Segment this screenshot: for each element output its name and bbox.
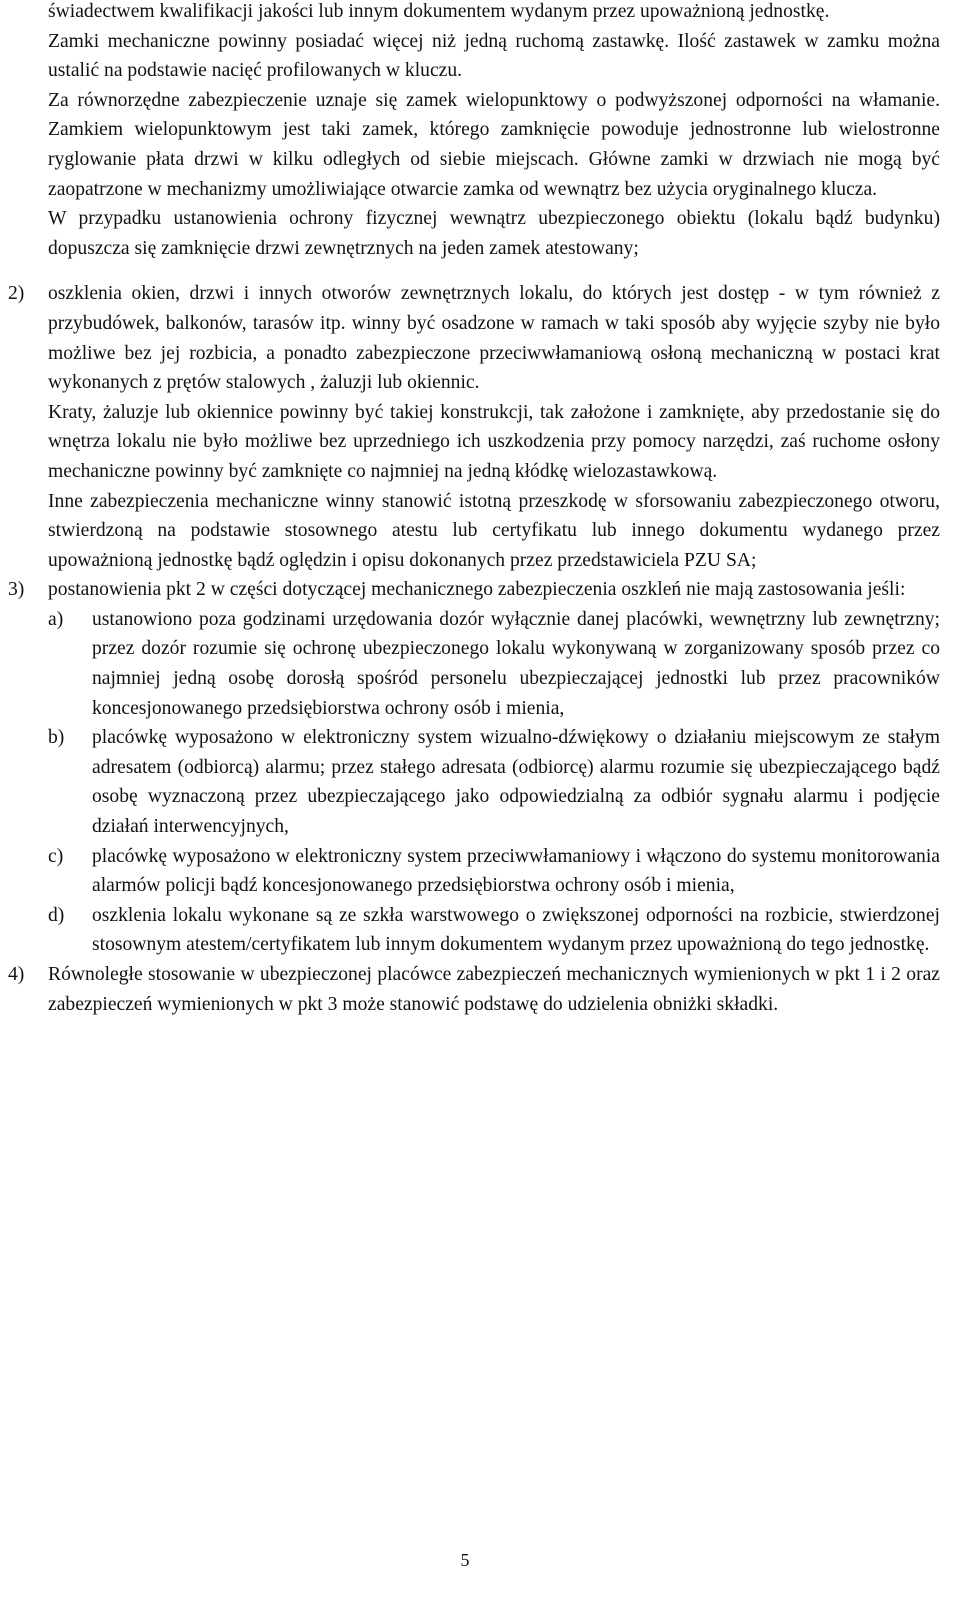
sub-item-text: ustanowiono poza godzinami urzędowania dozór wyłącznie danej placówki, wewnętrzny lub zewnętrzny; przez dozór rozumie się ochronę ubezpieczonego lokalu wykonywaną w zorganizowany sposób przez co najmniej jedną osobę dorosłą spośród personelu ubezpieczającej jednostki lub przez pracowników koncesjonowanego przedsiębiorstwa ochrony osób i mienia, <box>92 608 940 719</box>
sub-item-letter: c) <box>48 845 64 867</box>
item-number: 2) <box>8 283 25 305</box>
sub-item-letter: b) <box>48 727 65 749</box>
intro-paragraph-4: W przypadku ustanowienia ochrony fizycznej wewnątrz ubezpieczonego obiektu (lokalu bądź budynku) dopuszcza się zamknięcie drzwi zewnętrznych na jeden zamek atestowany; <box>48 208 940 259</box>
item-2-paragraph-2: Kraty, żaluzje lub okiennice powinny być takiej konstrukcji, tak założone i zamknięte, aby przedostanie się do wnętrza lokalu nie było możliwe bez uprzedniego ich uszkodzenia przy pomocy narzędzi, zaś ruchome osłony mechaniczne powinny być zamknięte co najmniej na jedną kłódkę wielozastawkową. <box>48 401 940 482</box>
sub-item-text: oszklenia lokalu wykonane są ze szkła warstwowego o zwiększonej odporności na rozbicie, stwierdzonej stosownym atestem/certyfikatem lub innym dokumentem wydanym przez upoważnioną do tego jednostkę. <box>92 904 940 956</box>
sub-item-letter: d) <box>48 904 65 926</box>
item-3-lead: postanowienia pkt 2 w części dotyczącej mechanicznego zabezpieczenia oszkleń nie mają zastosowania jeśli: <box>48 579 906 601</box>
list-item-4 <box>8 960 940 1019</box>
intro-paragraph-3: Za równorzędne zabezpieczenie uznaje się zamek wielopunktowy o podwyższonej odporności na włamanie. Zamkiem wielopunktowym jest taki zamek, którego zamknięcie powoduje jednostronne lub wielostronne ryglowanie płata drzwi w kilku odległych od siebie miejscach. Główne zamki w drzwiach nie mogą być zaopatrzone w mechanizmy umożliwiające otwarcie zamka od wewnątrz bez użycia oryginalnego klucza. <box>48 89 940 200</box>
sub-item-a <box>48 605 940 723</box>
sub-item-letter: a) <box>48 608 64 630</box>
document-body <box>8 0 940 1019</box>
item-4-text: Równoległe stosowanie w ubezpieczonej placówce zabezpieczeń mechanicznych wymienionych w pkt 1 i 2 oraz zabezpieczeń wymienionych w pkt 3 może stanowić podstawę do udzielenia obniżki składki. <box>48 964 940 1015</box>
intro-paragraph-1: świadectwem kwalifikacji jakości lub innym dokumentem wydanym przez upoważnioną jednostkę. <box>48 1 830 22</box>
list-item-3 <box>8 575 940 605</box>
intro-paragraph-2: Zamki mechaniczne powinny posiadać więcej niż jedną ruchomą zastawkę. Ilość zastawek w zamku można ustalić na podstawie nacięć profilowanych w kluczu. <box>48 30 940 82</box>
item-body <box>48 575 940 605</box>
sub-item-text: placówkę wyposażono w elektroniczny system przeciwwłamaniowy i włączono do systemu monitorowania alarmów policji bądź koncesjonowanego przedsiębiorstwa ochrony osób i mienia, <box>92 845 940 897</box>
sub-item-text: placówkę wyposażono w elektroniczny system wizualno-dźwiękowy o działaniu miejscowym ze stałym adresatem (odbiorcą) alarmu; przez stałego adresata (odbiorcę) alarmu rozumie się ubezpieczającego bądź osobę wyznaczoną przez ubezpieczającego jako odpowiedzialną za odbiór sygnału alarmu i podjęcie działań interwencyjnych, <box>92 727 940 838</box>
item-2-paragraph-1: oszklenia okien, drzwi i innych otworów zewnętrznych lokalu, do których jest dostęp - w tym również z przybudówek, balkonów, tarasów itp. winny być osadzone w ramach w taki sposób aby wyjęcie szyby nie było możliwe bez jej rozbicia, a ponadto zabezpieczone przeciwwłamaniową osłoną mechaniczną w postaci krat wykonanych z prętów stalowych , żaluzji lub okiennic. <box>48 283 940 394</box>
sub-item-d <box>48 901 940 960</box>
item-body <box>48 279 940 575</box>
item-2-paragraph-3: Inne zabezpieczenia mechaniczne winny stanowić istotną przeszkodę w sforsowaniu zabezpieczonego otworu, stwierdzoną na podstawie stosownego atestu lub certyfikatu lub innego dokumentu wydanego przez upoważnioną jednostkę bądź oględzin i opisu dokonanych przez przedstawiciela PZU SA; <box>48 490 940 571</box>
item-number: 4) <box>8 964 25 985</box>
page-number: 5 <box>460 1550 470 1570</box>
item-number: 3) <box>8 579 25 601</box>
sub-item-c <box>48 842 940 901</box>
list-item-2 <box>8 279 940 575</box>
sub-item-b <box>48 723 940 841</box>
